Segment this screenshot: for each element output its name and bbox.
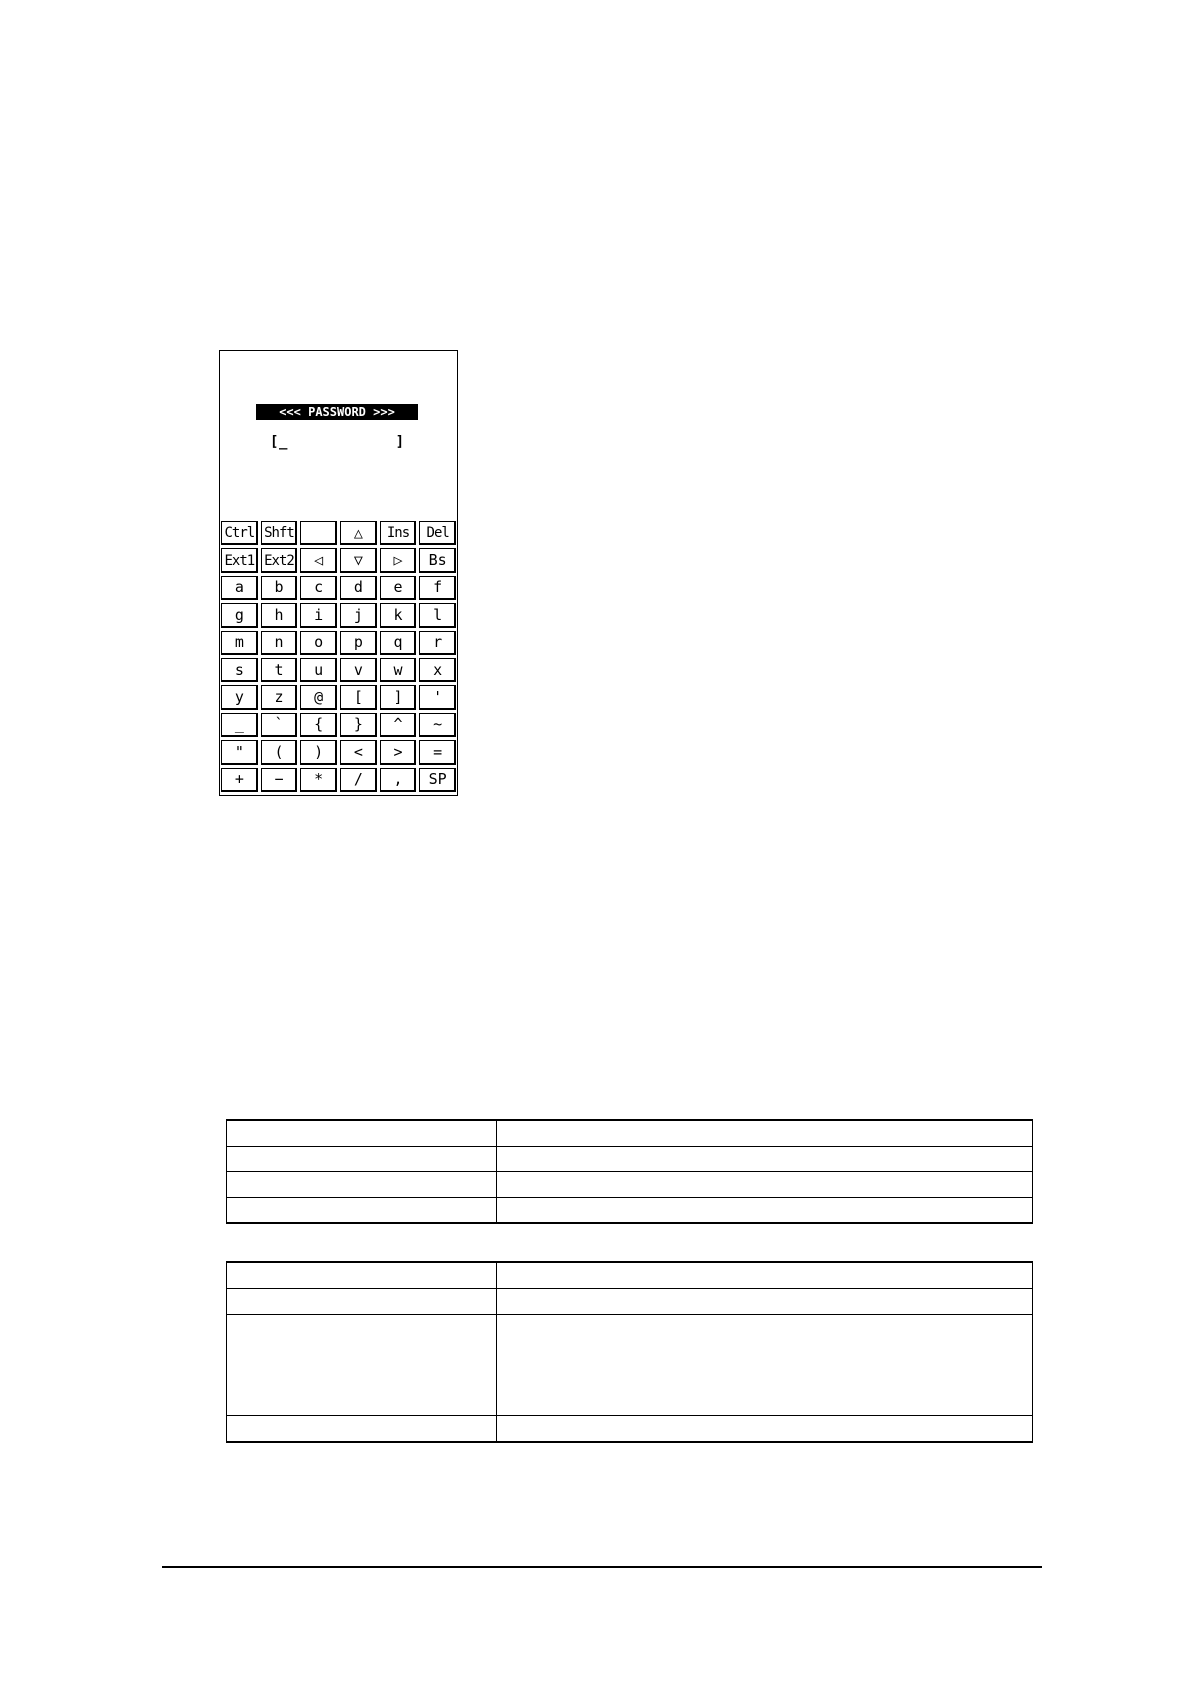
key-bs[interactable]: Bs xyxy=(419,548,456,572)
key-c[interactable]: c xyxy=(300,576,337,600)
key-down-arrow[interactable]: ▽ xyxy=(340,548,377,572)
key-h[interactable]: h xyxy=(261,603,298,627)
key-open-bracket[interactable]: [ xyxy=(340,685,377,709)
table-row xyxy=(227,1262,1033,1289)
text-cursor: _ xyxy=(279,434,288,450)
key-q[interactable]: q xyxy=(380,631,417,655)
key-y[interactable]: y xyxy=(221,685,258,709)
table-cell xyxy=(227,1197,497,1223)
key-e[interactable]: e xyxy=(380,576,417,600)
table-cell xyxy=(497,1146,1033,1172)
key-i[interactable]: i xyxy=(300,603,337,627)
key-ext1[interactable]: Ext1 xyxy=(221,548,258,572)
table-row xyxy=(227,1289,1033,1315)
table-row xyxy=(227,1315,1033,1416)
key-less-than[interactable]: < xyxy=(340,740,377,764)
key-w[interactable]: w xyxy=(380,658,417,682)
table-cell xyxy=(497,1262,1033,1289)
key-del[interactable]: Del xyxy=(419,521,456,545)
key-r[interactable]: r xyxy=(419,631,456,655)
key-close-bracket[interactable]: ] xyxy=(380,685,417,709)
key-f[interactable]: f xyxy=(419,576,456,600)
table-row xyxy=(227,1172,1033,1198)
table-cell xyxy=(227,1120,497,1146)
table-cell xyxy=(497,1315,1033,1416)
table-cell xyxy=(497,1197,1033,1223)
on-screen-keyboard xyxy=(220,521,457,793)
table-row xyxy=(227,1197,1033,1223)
table-row xyxy=(227,1416,1033,1443)
key-v[interactable]: v xyxy=(340,658,377,682)
footer-rule xyxy=(162,1566,1042,1568)
table-2 xyxy=(226,1261,1033,1443)
key-comma[interactable]: , xyxy=(380,768,417,792)
key-x[interactable]: x xyxy=(419,658,456,682)
key-shft[interactable]: Shft xyxy=(261,521,298,545)
table-cell xyxy=(227,1146,497,1172)
table-cell xyxy=(227,1289,497,1315)
password-screen xyxy=(219,350,458,796)
key-equals[interactable]: = xyxy=(419,740,456,764)
key-t[interactable]: t xyxy=(261,658,298,682)
key-s[interactable]: s xyxy=(221,658,258,682)
key-g[interactable]: g xyxy=(221,603,258,627)
table-cell xyxy=(497,1172,1033,1198)
key-backtick[interactable]: ` xyxy=(261,713,298,737)
key-p[interactable]: p xyxy=(340,631,377,655)
table-cell xyxy=(497,1416,1033,1443)
key-close-paren[interactable]: ) xyxy=(300,740,337,764)
key-n[interactable]: n xyxy=(261,631,298,655)
key-u[interactable]: u xyxy=(300,658,337,682)
key-ext2[interactable]: Ext2 xyxy=(261,548,298,572)
key-close-brace[interactable]: } xyxy=(340,713,377,737)
key-open-brace[interactable]: { xyxy=(300,713,337,737)
key-l[interactable]: l xyxy=(419,603,456,627)
key-d[interactable]: d xyxy=(340,576,377,600)
key-sp[interactable]: SP xyxy=(419,768,456,792)
key-caret[interactable]: ^ xyxy=(380,713,417,737)
key-up-arrow[interactable]: △ xyxy=(340,521,377,545)
table-cell xyxy=(497,1120,1033,1146)
key-asterisk[interactable]: * xyxy=(300,768,337,792)
key-slash[interactable]: / xyxy=(340,768,377,792)
key-a[interactable]: a xyxy=(221,576,258,600)
key-blank[interactable] xyxy=(300,521,337,545)
key-left-arrow[interactable]: ◁ xyxy=(300,548,337,572)
key-minus[interactable]: − xyxy=(261,768,298,792)
key-o[interactable]: o xyxy=(300,631,337,655)
table-cell xyxy=(227,1172,497,1198)
table-cell xyxy=(227,1315,497,1416)
key-z[interactable]: z xyxy=(261,685,298,709)
key-b[interactable]: b xyxy=(261,576,298,600)
table-row xyxy=(227,1146,1033,1172)
key-greater-than[interactable]: > xyxy=(380,740,417,764)
key-right-arrow[interactable]: ▷ xyxy=(380,548,417,572)
key-open-paren[interactable]: ( xyxy=(261,740,298,764)
table-row xyxy=(227,1120,1033,1146)
table-cell xyxy=(227,1262,497,1289)
key-ctrl[interactable]: Ctrl xyxy=(221,521,258,545)
key-ins[interactable]: Ins xyxy=(380,521,417,545)
field-open-bracket: [ xyxy=(270,434,279,450)
key-at[interactable]: @ xyxy=(300,685,337,709)
table-cell xyxy=(497,1289,1033,1315)
table-1 xyxy=(226,1119,1033,1224)
key-m[interactable]: m xyxy=(221,631,258,655)
key-j[interactable]: j xyxy=(340,603,377,627)
password-title: <<< PASSWORD >>> xyxy=(256,404,418,420)
key-k[interactable]: k xyxy=(380,603,417,627)
key-plus[interactable]: + xyxy=(221,768,258,792)
key-double-quote[interactable]: " xyxy=(221,740,258,764)
key-apostrophe[interactable]: ' xyxy=(419,685,456,709)
field-close-bracket: ] xyxy=(395,434,404,450)
table-cell xyxy=(227,1416,497,1443)
password-input[interactable] xyxy=(270,433,404,451)
key-tilde[interactable]: ~ xyxy=(419,713,456,737)
key-underscore[interactable]: _ xyxy=(221,713,258,737)
